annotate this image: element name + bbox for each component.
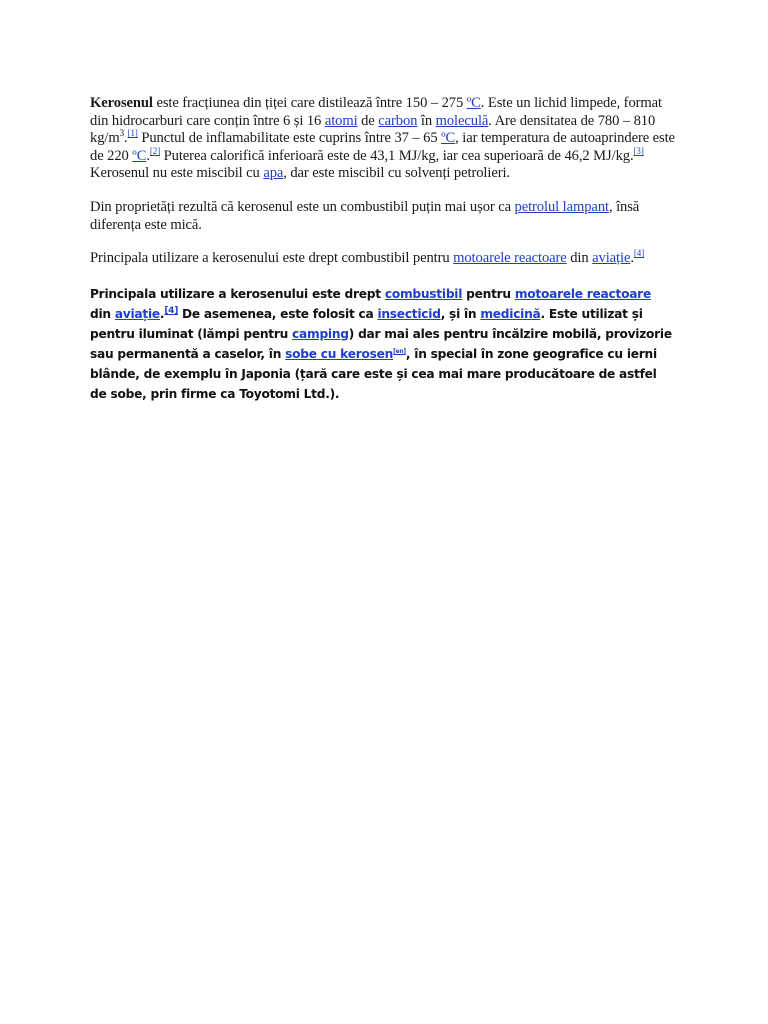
text: Principala utilizare a kerosenului este drept combustibil pentru [90, 250, 454, 267]
text: . [124, 130, 128, 147]
reference-en [393, 348, 406, 355]
reference-link-4[interactable]: [4] [164, 305, 179, 316]
paragraph-usage [90, 250, 675, 268]
reference-link-1[interactable]: [1] [127, 128, 138, 139]
text: în [417, 112, 436, 129]
text: Puterea calorifică inferioară este de 43,1 MJ/kg, iar cea superioară de 46,2 MJ/kg. [160, 147, 634, 164]
text: din [566, 250, 593, 267]
paragraph-properties [90, 95, 675, 183]
paragraph-usage-extended [90, 284, 675, 404]
text: . Are densitatea de 780 – 810 kg/m [90, 112, 656, 147]
text: De asemenea, este folosit ca [178, 306, 378, 321]
link-petrolul-lampant[interactable]: petrolul lampant [514, 198, 609, 215]
reference-link-3[interactable]: [3] [633, 145, 644, 156]
link-motoarele-reactoare[interactable]: motoarele reactoare [514, 286, 651, 301]
link-medicina[interactable]: medicină [480, 306, 541, 321]
link-celsius[interactable]: ºC [441, 130, 456, 147]
text: . [630, 250, 634, 267]
link-aviatie[interactable]: aviație [114, 306, 160, 321]
text: Punctul de inflamabilitate este cuprins între 37 – 65 [137, 130, 442, 147]
link-combustibil[interactable]: combustibil [384, 286, 463, 301]
link-molecula[interactable]: moleculă [435, 112, 489, 129]
text: ) dar mai ales pentru încălzire mobilă, provizorie sau permanentă a caselor, în [90, 326, 672, 361]
link-celsius[interactable]: ºC [466, 95, 481, 111]
reference-link-4[interactable]: [4] [633, 248, 645, 259]
reference-1 [128, 128, 138, 138]
link-apa[interactable]: apa [263, 165, 284, 182]
link-celsius[interactable]: ºC [132, 147, 147, 164]
text: , însă diferența este mică. [90, 198, 640, 233]
reference-link-en[interactable]: [en] [393, 347, 406, 355]
link-sobe-cu-kerosen[interactable]: sobe cu kerosen [285, 346, 394, 361]
text: Principala utilizare a kerosenului este drept [90, 286, 385, 301]
text: pentru [462, 286, 515, 301]
reference-link-2[interactable]: [2] [149, 145, 161, 156]
link-atomi[interactable]: atomi [324, 112, 358, 129]
link-carbon[interactable]: carbon [378, 112, 418, 129]
text: . [159, 306, 165, 321]
text: . [146, 147, 150, 164]
text: , și în [440, 306, 481, 321]
link-camping[interactable]: camping [292, 326, 349, 341]
text: Kerosenul nu este miscibil cu [90, 165, 264, 182]
paragraph-comparison [90, 199, 675, 234]
text: de [357, 112, 379, 129]
reference-4 [164, 306, 178, 316]
link-motoarele-reactoare[interactable]: motoarele reactoare [453, 250, 567, 267]
text: , iar temperatura de autoaprindere este de 220 [90, 130, 675, 164]
text: , dar este miscibil cu solvenți petrolieri. [283, 165, 510, 182]
exponent-3: 3 [119, 128, 125, 139]
text: . Este un lichid limpede, format din hidrocarburi care conțin între 6 și 16 [90, 95, 662, 129]
text: din [90, 306, 115, 321]
text: , în special în zone geografice cu ierni blânde, de exemplu în Japonia (țară care este și cea mai mare producătoare de astfel de sobe, prin firme ca Toyotomi Ltd.). [90, 346, 657, 401]
term-kerosen: Kerosenul [90, 95, 153, 111]
link-insecticid[interactable]: insecticid [377, 306, 441, 321]
reference-3 [634, 146, 644, 156]
article-body [90, 95, 675, 404]
text: . Este utilizat și pentru iluminat (lămpi pentru [90, 306, 643, 341]
reference-4 [634, 248, 644, 258]
reference-2 [150, 146, 160, 156]
link-aviatie[interactable]: aviație [592, 250, 631, 267]
text: Din proprietăți rezultă că kerosenul este un combustibil puțin mai ușor ca [90, 198, 515, 215]
text: este fracțiunea din țiței care distilează între 150 – 275 [152, 95, 467, 111]
